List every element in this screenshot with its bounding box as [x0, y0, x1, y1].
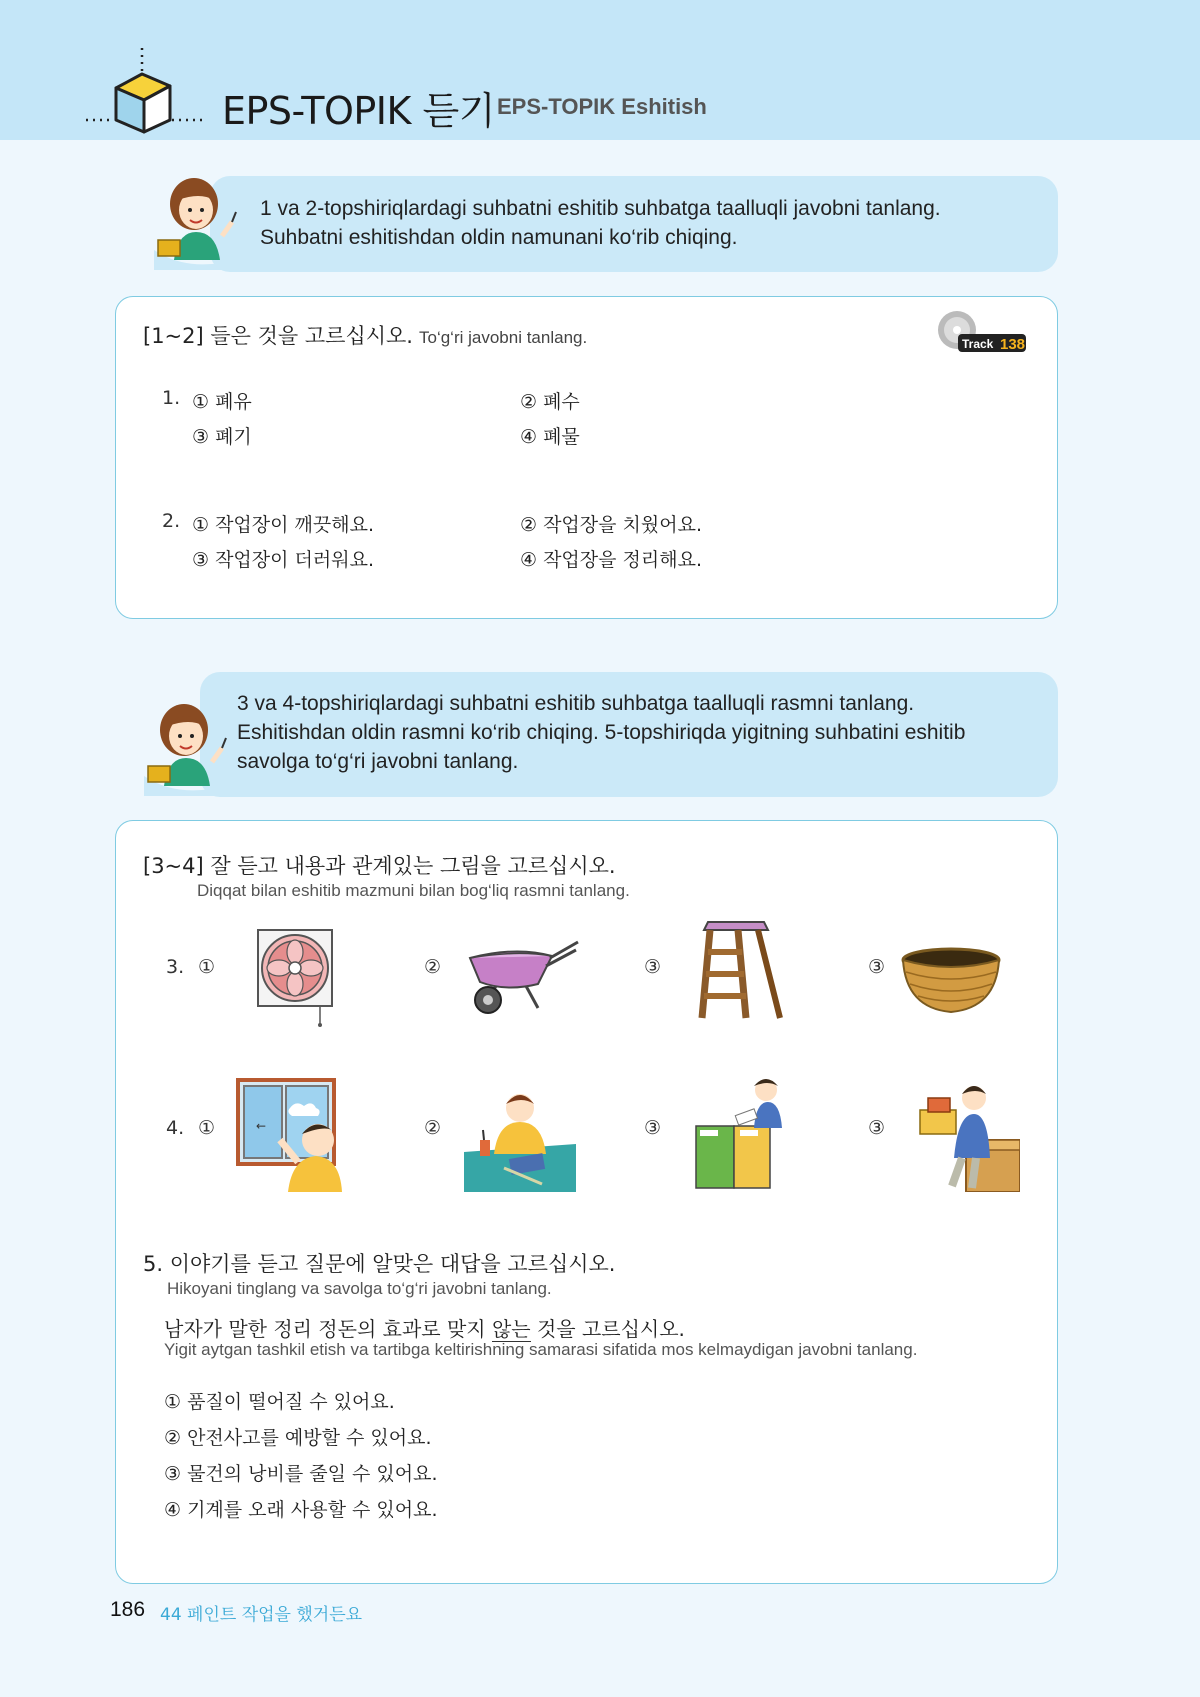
instruction-line: 3 va 4-topshiriqlardagi suhbatni eshitib suhbatga taalluqli rasmni tanlang.	[237, 692, 915, 715]
answer-option[interactable]: ④ 폐물	[520, 426, 580, 448]
picture-option-mark[interactable]: ③	[644, 956, 662, 978]
track-number: 138	[1000, 336, 1026, 353]
prompt-text: 것을 고르십시오.	[530, 1317, 685, 1341]
section-heading-translation: To‘g‘ri javobni tanlang.	[418, 328, 588, 347]
answer-option[interactable]: ③ 작업장이 더러워요.	[192, 549, 374, 571]
section-heading	[143, 320, 587, 350]
answer-option[interactable]: ① 품질이 떨어질 수 있어요.	[164, 1391, 395, 1413]
picture-option-mark[interactable]: ③	[644, 1117, 662, 1139]
audio-track-badge[interactable]	[938, 310, 1028, 356]
prompt-underlined-word: 않는	[491, 1317, 531, 1341]
answer-option[interactable]: ② 폐수	[520, 391, 580, 413]
answer-option[interactable]: ② 안전사고를 예방할 수 있어요.	[164, 1427, 432, 1449]
section-heading: [3~4] 잘 듣고 내용과 관계있는 그림을 고르십시오.	[143, 854, 616, 878]
answer-option[interactable]: ① 작업장이 깨끗해요.	[192, 514, 374, 536]
answer-option[interactable]: ④ 기계를 오래 사용할 수 있어요.	[164, 1499, 438, 1521]
section-heading-text: [1~2] 들은 것을 고르십시오.	[143, 324, 413, 348]
answer-option[interactable]: ③ 폐기	[192, 426, 252, 448]
cube-icon	[86, 48, 202, 138]
picture-option-mark[interactable]: ①	[198, 1117, 216, 1139]
question-number: 3.	[166, 956, 185, 978]
page-subtitle: EPS-TOPIK Eshitish	[497, 94, 707, 119]
wheelbarrow-icon[interactable]	[466, 936, 584, 1016]
instruction-bubble-2	[200, 672, 1058, 797]
instruction-line: Suhbatni eshitishdan oldin namunani ko‘rib chiqing.	[260, 226, 738, 249]
answer-option[interactable]: ④ 작업장을 정리해요.	[520, 549, 702, 571]
picture-option-mark[interactable]: ②	[424, 956, 442, 978]
question-number: 4.	[166, 1117, 185, 1139]
step-ladder-icon[interactable]	[698, 918, 788, 1022]
question-5-prompt	[164, 1313, 685, 1342]
instruction-line: savolga to‘g‘ri javobni tanlang.	[237, 750, 519, 773]
svg-text:←: ←	[256, 1119, 267, 1133]
basket-icon[interactable]	[900, 946, 1002, 1016]
instruction-bubble-1	[210, 176, 1058, 272]
section-heading-translation: Diqqat bilan eshitib mazmuni bilan bog‘liq rasmni tanlang.	[197, 881, 630, 900]
picture-option-mark[interactable]: ③	[868, 1117, 886, 1139]
question-number: 1.	[162, 387, 181, 409]
boy-carrying-boxes-icon[interactable]	[916, 1078, 1020, 1192]
page-number: 186	[110, 1598, 146, 1621]
answer-option[interactable]: ① 폐유	[192, 391, 252, 413]
question-5-prompt-translation: Yigit aytgan tashkil etish va tartibga keltirishning samarasi sifatida mos kelmaydigan javobni tanlang.	[164, 1340, 918, 1359]
answer-option[interactable]: ② 작업장을 치웠어요.	[520, 514, 702, 536]
question-5-translation: Hikoyani tinglang va savolga to‘g‘ri javobni tanlang.	[167, 1279, 552, 1298]
picture-option-mark[interactable]: ③	[868, 956, 886, 978]
instruction-line: 1 va 2-topshiriqlardagi suhbatni eshitib suhbatga taalluqli javobni tanlang.	[260, 197, 941, 220]
page-title: EPS-TOPIK 듣기	[222, 89, 495, 133]
boy-at-desk-icon[interactable]	[464, 1082, 576, 1192]
question-5-heading: 5. 이야기를 듣고 질문에 알맞은 대답을 고르십시오.	[143, 1252, 616, 1276]
answer-option[interactable]: ③ 물건의 낭비를 줄일 수 있어요.	[164, 1463, 438, 1485]
track-label: Track	[962, 337, 994, 351]
picture-option-mark[interactable]: ②	[424, 1117, 442, 1139]
teacher-icon	[140, 696, 240, 796]
picture-option-mark[interactable]: ①	[198, 956, 216, 978]
boy-opening-window-icon[interactable]	[236, 1078, 346, 1192]
chapter-title: 44 페인트 작업을 했거든요	[160, 1605, 363, 1625]
instruction-line: Eshitishdan oldin rasmni ko‘rib chiqing. 5-topshiriqda yigitning suhbatini eshitib	[237, 721, 966, 744]
prompt-text: 남자가 말한 정리 정돈의 효과로 맞지	[164, 1317, 492, 1341]
teacher-icon	[150, 170, 250, 270]
ventilation-fan-icon[interactable]	[256, 928, 336, 1028]
boy-sorting-recycling-icon[interactable]	[694, 1078, 786, 1192]
question-number: 2.	[162, 510, 181, 532]
